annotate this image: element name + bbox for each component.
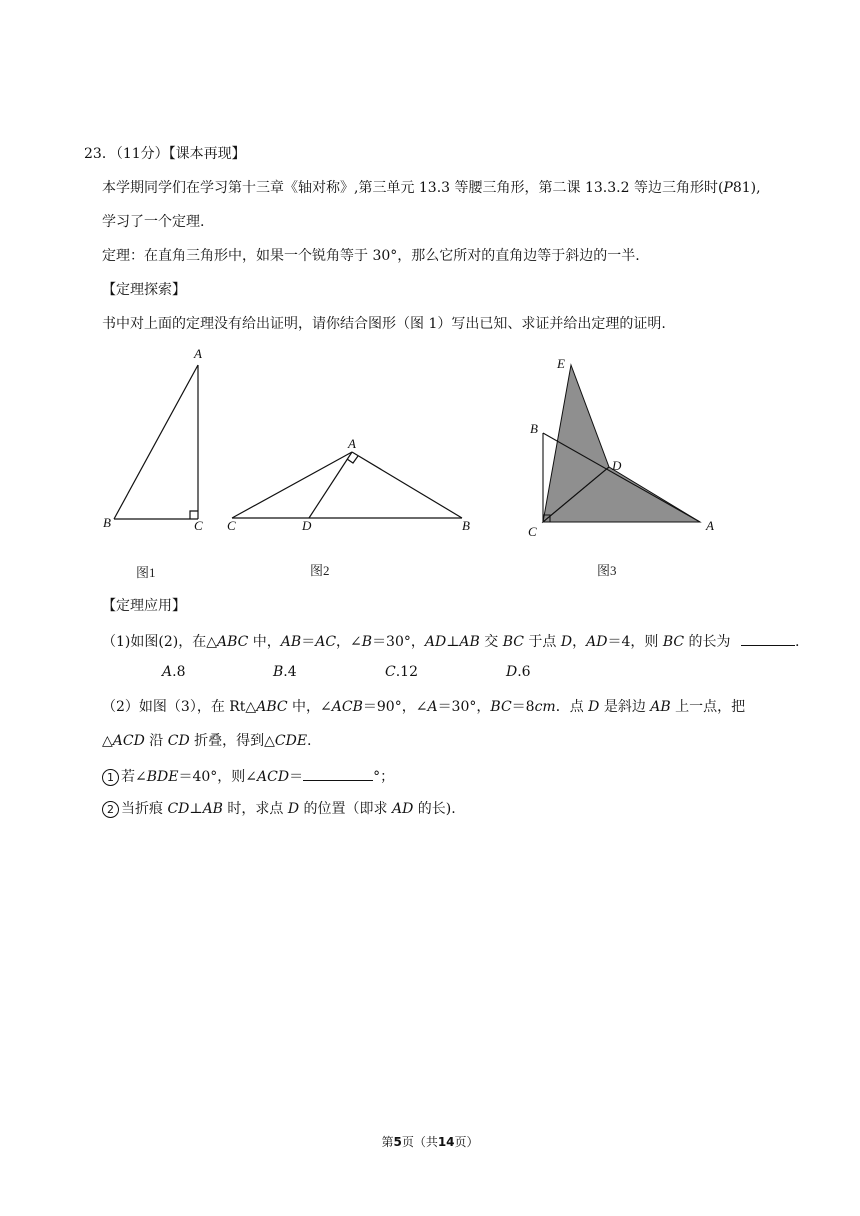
part2-subquestion-1 — [102, 765, 394, 787]
p1-b: B — [361, 634, 373, 650]
p1-text: ＝4，则 — [607, 634, 663, 650]
figure-1 — [114, 365, 198, 519]
p2-text: ＝30°， — [437, 699, 491, 715]
fig1-label-c: C — [194, 518, 203, 533]
p2-ab: AB — [650, 699, 671, 715]
footer-text: 第 — [381, 1135, 394, 1149]
p2-text: 沿 — [144, 733, 168, 749]
p1-ad: AD — [424, 634, 447, 650]
p1-abc: ABC — [216, 634, 249, 650]
circled-number-1: 1 — [102, 769, 119, 786]
p2-text: ＝8 — [511, 699, 535, 715]
total-pages: 14 — [437, 1135, 455, 1149]
figure-1-caption: 图1 — [136, 565, 156, 580]
p2-text: ＝90°，∠ — [362, 699, 428, 715]
fig3-label-b: B — [530, 421, 538, 436]
option-d[interactable] — [506, 664, 531, 680]
p2-text: 折叠，得到△ — [189, 733, 275, 749]
p1-text: （1)如图(2)，在△ — [102, 634, 217, 650]
part2-line-1 — [102, 697, 745, 717]
p1-text: 于点 — [523, 634, 561, 650]
p1-end: . — [795, 634, 800, 650]
intro-page-letter: P — [723, 180, 733, 196]
intro-line-2: 学习了一个定理. — [102, 214, 205, 230]
figure-3-caption: 图3 — [597, 563, 617, 578]
fig2-label-d: D — [302, 518, 312, 533]
p2-text: 中，∠ — [287, 699, 332, 715]
section-explore: 【定理探索】 — [102, 282, 186, 298]
fig2-label-b: B — [462, 518, 470, 533]
p2-perp: ⊥ — [189, 801, 203, 817]
p2-a: A — [427, 699, 438, 715]
p2-ab: AB — [202, 801, 223, 817]
figure-2 — [232, 452, 462, 518]
option-value: .12 — [395, 664, 418, 680]
p2-cde: CDE — [274, 733, 308, 749]
p2-text: 时，求点 — [222, 801, 288, 817]
p2-bc: BC — [490, 699, 512, 715]
p1-text: 的长为 — [684, 634, 731, 650]
option-letter: C — [385, 664, 396, 680]
part2-subquestion-2 — [102, 799, 456, 819]
p2-bde: BDE — [146, 769, 179, 785]
p1-text: 中， — [248, 634, 281, 650]
p2-text: ＝40°，则∠ — [178, 769, 258, 785]
p2-ad: AD — [392, 801, 414, 817]
p2-text: ＝ — [289, 769, 304, 785]
p1-perp: ⊥ — [446, 634, 460, 650]
p2-cd: CD — [167, 733, 190, 749]
p2-text: 的长). — [413, 801, 456, 817]
p2-text: 上一点，把 — [670, 699, 746, 715]
footer-text: 页（共 — [401, 1135, 438, 1149]
p2-text: ．点 — [555, 699, 589, 715]
page-footer — [0, 1133, 860, 1150]
option-letter: D — [506, 664, 518, 680]
intro-line-1 — [102, 178, 761, 198]
p1-bc: BC — [662, 634, 685, 650]
fig3-label-c: C — [528, 524, 537, 539]
subquestion-1-answer-blank[interactable] — [303, 765, 373, 781]
option-letter: B — [273, 664, 284, 680]
p1-ad: AD — [586, 634, 608, 650]
p2-acd: ACD — [112, 733, 145, 749]
intro-text-end: 81), — [732, 180, 761, 196]
fig1-label-b: B — [103, 515, 111, 530]
p1-text: ＝ — [301, 634, 316, 650]
p2-text: . — [307, 733, 312, 749]
part1-answer-blank[interactable] — [741, 630, 795, 646]
option-c[interactable] — [385, 664, 418, 680]
fig3-label-e: E — [557, 356, 565, 371]
option-value: .8 — [172, 664, 186, 680]
part2-line-2 — [102, 731, 312, 751]
p2-cm: cm — [534, 699, 556, 715]
p1-bc: BC — [502, 634, 524, 650]
p1-text: ， — [572, 634, 587, 650]
option-value: .4 — [283, 664, 297, 680]
figures-area — [0, 345, 860, 585]
section-apply: 【定理应用】 — [102, 598, 186, 614]
p1-ab: AB — [459, 634, 480, 650]
p2-text: （2）如图（3），在 Rt△ — [102, 699, 257, 715]
option-b[interactable] — [273, 664, 297, 680]
p1-text: 交 — [479, 634, 503, 650]
figure-2-caption: 图2 — [310, 563, 330, 578]
question-header: 23．（11分）【课本再现】 — [84, 146, 246, 162]
intro-text: 本学期同学们在学习第十三章《轴对称》,第三单元 13.3 等腰三角形，第二课 13.3.2 等边三角形时( — [102, 180, 724, 196]
p2-text: 的位置（即求 — [299, 801, 393, 817]
p2-acb: ACB — [331, 699, 363, 715]
p1-ac: AC — [315, 634, 337, 650]
theorem-statement: 定理：在直角三角形中，如果一个锐角等于 30°，那么它所对的直角边等于斜边的一半. — [102, 248, 640, 264]
option-letter: A — [162, 664, 173, 680]
fig3-label-a: A — [706, 518, 714, 533]
p2-abc: ABC — [256, 699, 288, 715]
fig3-label-d: D — [612, 458, 622, 473]
p2-text: °； — [373, 769, 395, 785]
p1-text: ＝30°， — [372, 634, 425, 650]
p2-text: 是斜边 — [599, 699, 651, 715]
explore-text: 书中对上面的定理没有给出证明，请你结合图形（图 1）写出已知、求证并给出定理的证明. — [102, 316, 666, 332]
option-value: .6 — [517, 664, 531, 680]
p2-text: 当折痕 — [121, 801, 168, 817]
fig2-label-c: C — [227, 518, 236, 533]
p2-text: △ — [102, 733, 113, 749]
fig1-label-a: A — [194, 346, 202, 361]
p2-d: D — [588, 699, 600, 715]
p2-d: D — [287, 801, 300, 817]
footer-text: 页） — [454, 1135, 479, 1149]
p2-cd: CD — [167, 801, 190, 817]
p1-text: ，∠ — [336, 634, 362, 650]
fig2-label-a: A — [348, 436, 356, 451]
part1-statement — [102, 630, 799, 652]
p2-acd: ACD — [257, 769, 290, 785]
p2-text: 若∠ — [121, 769, 147, 785]
figure-3 — [543, 365, 700, 522]
option-a[interactable] — [162, 664, 185, 680]
circled-number-2: 2 — [102, 801, 119, 818]
page-number: 5 — [393, 1135, 402, 1149]
p1-d: D — [560, 634, 573, 650]
p1-ab: AB — [280, 634, 302, 650]
